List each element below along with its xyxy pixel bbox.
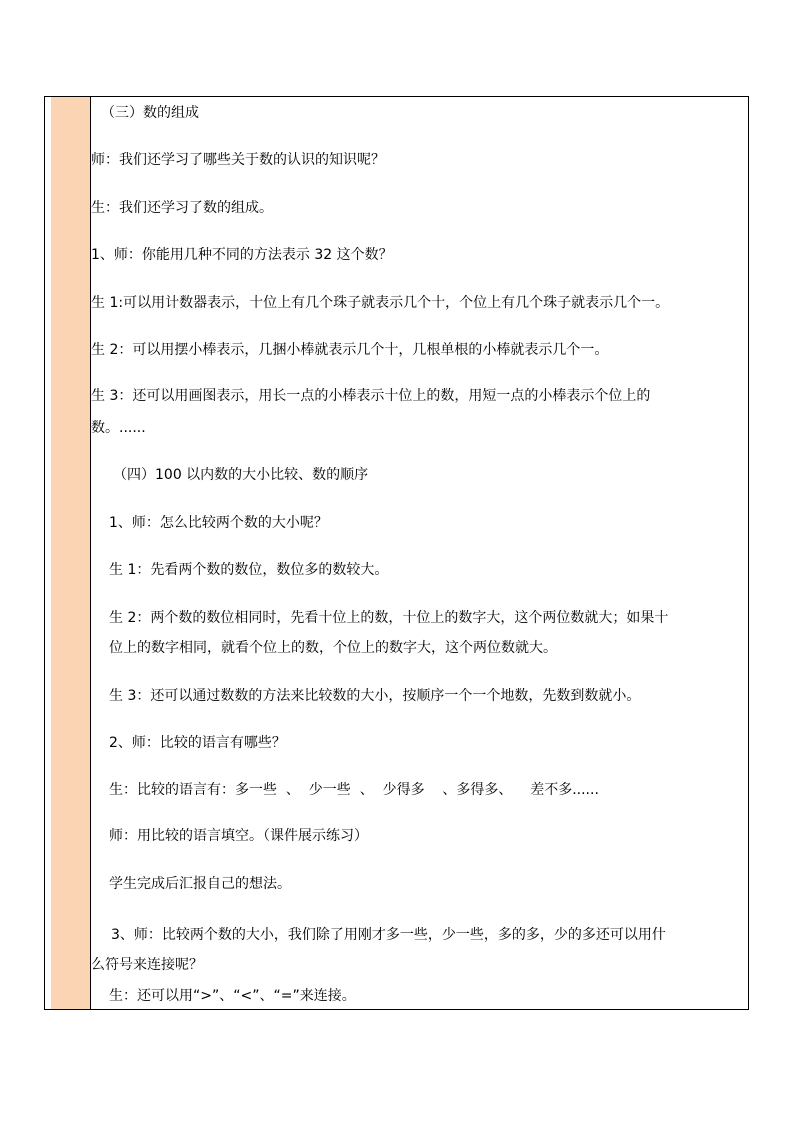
text-line: 1、师：你能用几种不同的方法表示 32 这个数？ [91, 247, 393, 263]
text-line: 生 3：还可以通过数数的方法来比较数的大小，按顺序一个一个地数，先数到数就小。 [109, 688, 641, 704]
text-line: 师：我们还学习了哪些关于数的认识的知识呢？ [91, 152, 385, 168]
content-cell [91, 97, 748, 1009]
side-shading [51, 97, 90, 1009]
side-column [45, 97, 91, 1009]
text-line: 么符号来连接呢？ [91, 957, 203, 973]
section-heading-4: （四）100 以内数的大小比较、数的顺序 [113, 467, 369, 483]
section-heading-3: （三）数的组成 [101, 105, 199, 121]
text-line: 生：我们还学习了数的组成。 [91, 200, 273, 216]
text-line: 师：用比较的语言填空。（课件展示练习） [109, 828, 368, 844]
text-line: 数。...... [91, 420, 146, 436]
text-line: 位上的数字相同，就看个位上的数，个位上的数字大，这个两位数就大。 [109, 640, 557, 656]
text-line: 生 2：两个数的数位相同时，先看十位上的数，十位上的数字大，这个两位数就大；如果十 [109, 610, 669, 626]
text-line: 生 3：还可以用画图表示，用长一点的小棒表示十位上的数，用短一点的小棒表示个位上的 [91, 388, 651, 404]
text-line: 生 2：可以用摆小棒表示，几捆小棒就表示几个十，几根单根的小棒就表示几个一。 [91, 342, 609, 358]
text-line: 生：比较的语言有：多一些 、 少一些 、 少得多 、多得多、 差不多...... [109, 782, 599, 798]
lesson-table [44, 96, 749, 1010]
text-line: 1、师：怎么比较两个数的大小呢？ [109, 515, 328, 531]
text-line: 3、师：比较两个数的大小，我们除了用刚才多一些，少一些，多的多，少的多还可以用什 [111, 927, 666, 943]
text-line: 2、师：比较的语言有哪些？ [109, 735, 286, 751]
text-line: 生：还可以用“>”、“<”、“=”来连接。 [109, 988, 356, 1004]
text-line: 生 1:可以用计数器表示，十位上有几个珠子就表示几个十，个位上有几个珠子就表示几个一。 [91, 295, 670, 311]
text-line: 学生完成后汇报自己的想法。 [109, 876, 291, 892]
text-line: 生 1：先看两个数的数位，数位多的数较大。 [109, 562, 389, 578]
